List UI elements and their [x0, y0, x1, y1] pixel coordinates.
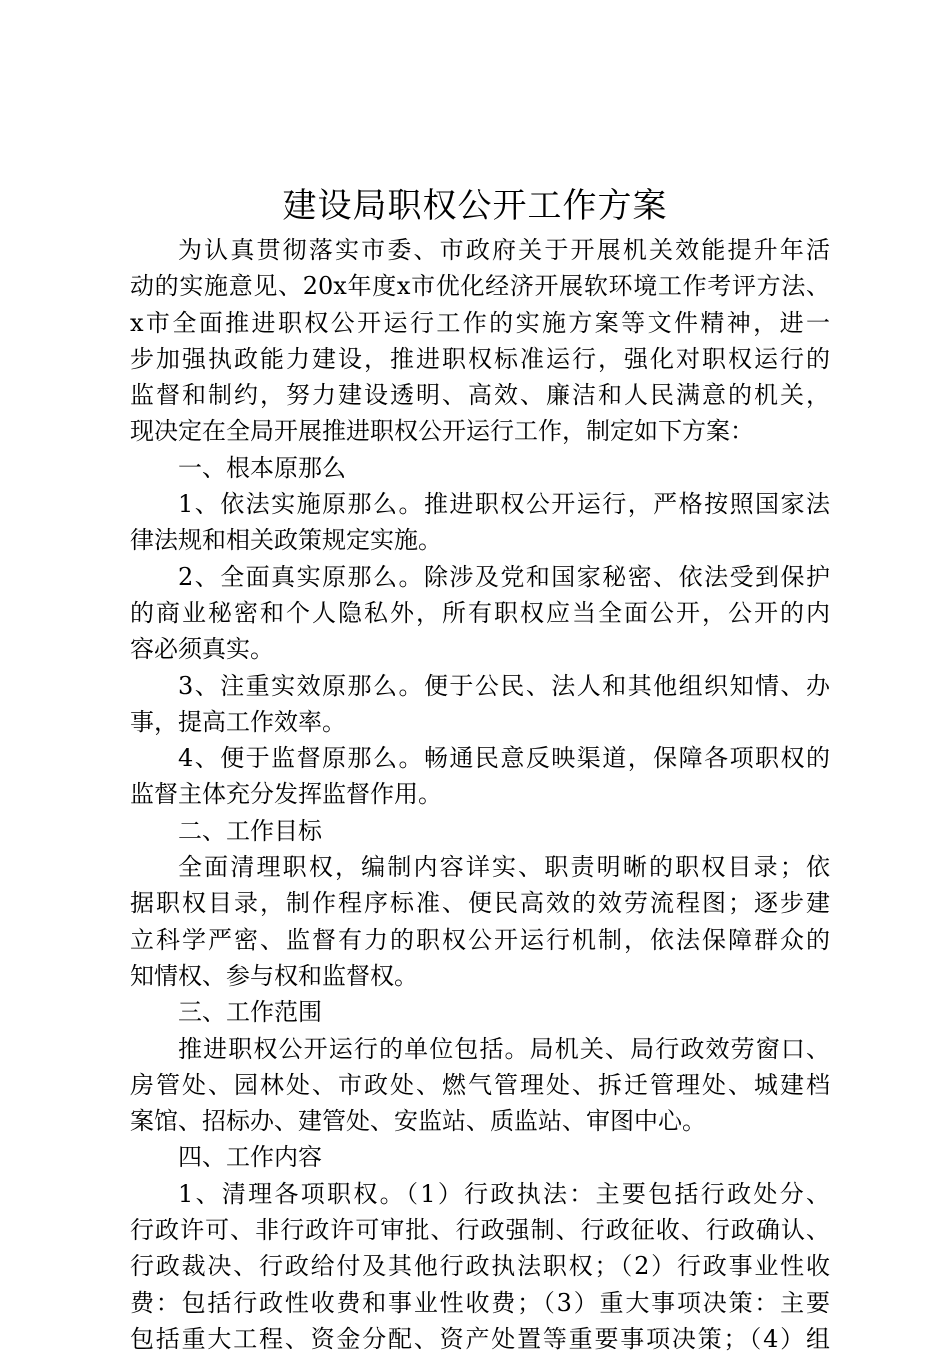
text-line: 动的实施意见、20x年度x市优化经济开展软环境工作考评方法、 [130, 272, 830, 301]
text-line: 行政裁决、行政给付及其他行政执法职权；（2）行政事业性收 [130, 1252, 830, 1281]
text-line: 的商业秘密和个人隐私外，所有职权应当全面公开，公开的内 [130, 598, 830, 627]
text-line: 3、注重实效原那么。便于公民、法人和其他组织知情、办 [178, 671, 830, 700]
text-line: 包括重大工程、资金分配、资产处置等重要事项决策；（4）组 [130, 1324, 830, 1353]
text-line: 容必须真实。 [130, 635, 274, 664]
text-line: 现决定在全局开展推进职权公开运行工作，制定如下方案： [130, 417, 754, 446]
text-line: 房管处、园林处、市政处、燃气管理处、拆迁管理处、城建档 [130, 1070, 830, 1099]
text-line: 立科学严密、监督有力的职权公开运行机制，依法保障群众的 [130, 925, 830, 954]
text-line: 费：包括行政性收费和事业性收费；（3）重大事项决策：主要 [130, 1288, 830, 1317]
text-line: 1、清理各项职权。（1）行政执法：主要包括行政处分、 [178, 1179, 830, 1208]
document-title: 建设局职权公开工作方案 [282, 186, 668, 226]
text-line: 全面清理职权，编制内容详实、职责明晰的职权目录；依 [178, 853, 830, 882]
text-line: 二、工作目标 [178, 816, 322, 845]
text-line: 推进职权公开运行的单位包括。局机关、局行政效劳窗口、 [178, 1034, 830, 1063]
text-line: 三、工作范围 [178, 998, 322, 1027]
text-line: 事，提高工作效率。 [130, 707, 346, 736]
document-body [130, 232, 830, 1357]
text-line: 案馆、招标办、建管处、安监站、质监站、审图中心。 [130, 1107, 706, 1136]
text-line: 律法规和相关政策规定实施。 [130, 526, 442, 555]
text-line: 知情权、参与权和监督权。 [130, 961, 418, 990]
text-line: 据职权目录，制作程序标准、便民高效的效劳流程图；逐步建 [130, 889, 830, 918]
text-line: 为认真贯彻落实市委、市政府关于开展机关效能提升年活 [178, 236, 830, 264]
text-line: x市全面推进职权公开运行工作的实施方案等文件精神，进一 [130, 308, 830, 337]
text-line: 1、依法实施原那么。推进职权公开运行，严格按照国家法 [178, 490, 830, 519]
text-line: 一、根本原那么 [178, 453, 346, 482]
text-line: 监督主体充分发挥监督作用。 [130, 780, 442, 809]
text-line: 4、便于监督原那么。畅通民意反映渠道，保障各项职权的 [178, 744, 830, 773]
text-line: 行政许可、非行政许可审批、行政强制、行政征收、行政确认、 [130, 1216, 830, 1245]
text-line: 监督和制约，努力建设透明、高效、廉洁和人民满意的机关， [130, 381, 830, 410]
text-line: 四、工作内容 [178, 1143, 322, 1172]
text-line: 步加强执政能力建设，推进职权标准运行，强化对职权运行的 [130, 344, 830, 373]
text-line: 2、全面真实原那么。除涉及党和国家秘密、依法受到保护 [178, 562, 830, 591]
